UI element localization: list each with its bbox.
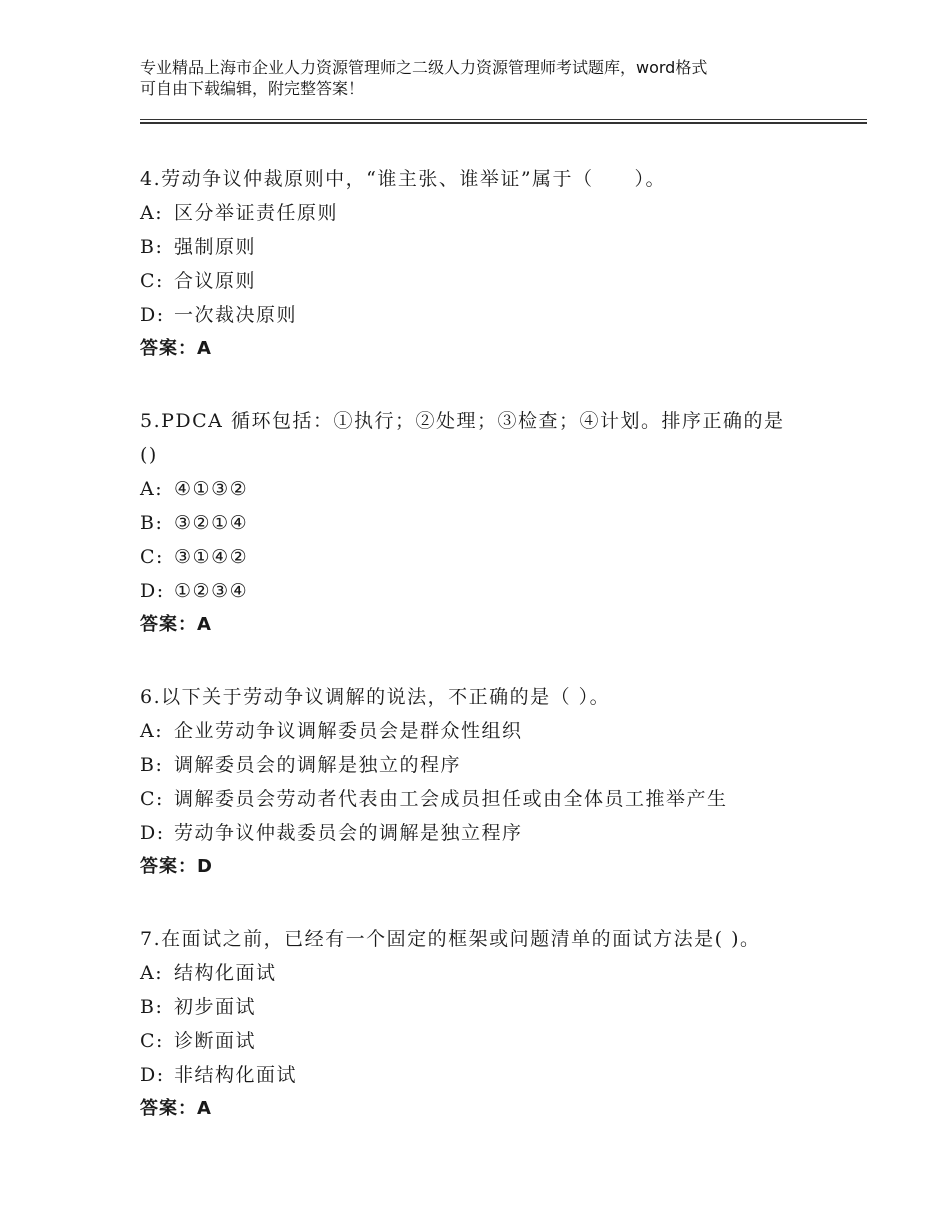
question-list xyxy=(140,162,860,1164)
answer-line: 答案：A xyxy=(140,338,212,359)
option-letter: A: xyxy=(140,962,164,984)
option-text: ③②①④ xyxy=(174,512,249,534)
option-b xyxy=(140,506,860,540)
option-letter: B: xyxy=(140,512,164,534)
option-d xyxy=(140,574,860,608)
question-stem: 4.劳动争议仲裁原则中，“谁主张、谁举证”属于（ ）。 xyxy=(140,168,667,190)
question-5 xyxy=(140,404,860,642)
option-letter: D: xyxy=(140,580,165,602)
option-text: ④①③② xyxy=(174,478,249,500)
option-letter: B: xyxy=(140,996,164,1018)
option-letter: B: xyxy=(140,236,164,258)
option-text: 合议原则 xyxy=(174,270,257,292)
option-d xyxy=(140,298,860,332)
question-stem-continuation: () xyxy=(140,444,158,466)
option-b xyxy=(140,748,860,782)
question-stem: 5.PDCA 循环包括：①执行；②处理；③检查；④计划。排序正确的是 xyxy=(140,410,785,432)
option-text: 调解委员会劳动者代表由工会成员担任或由全体员工推举产生 xyxy=(174,788,728,810)
option-b xyxy=(140,230,860,264)
header-rule-thin xyxy=(140,119,867,120)
option-text: 非结构化面试 xyxy=(174,1064,298,1086)
option-letter: A: xyxy=(140,720,164,742)
header-rule-thick xyxy=(140,122,867,124)
option-letter: D: xyxy=(140,304,165,326)
option-d xyxy=(140,816,860,850)
option-text: ③①④② xyxy=(174,546,249,568)
document-header xyxy=(140,57,820,99)
question-stem: 6.以下关于劳动争议调解的说法，不正确的是（ ）。 xyxy=(140,686,611,708)
option-text: 企业劳动争议调解委员会是群众性组织 xyxy=(174,720,523,742)
question-6 xyxy=(140,680,860,884)
option-a xyxy=(140,472,860,506)
header-line-2: 可自由下载编辑，附完整答案！ xyxy=(140,79,365,98)
option-letter: C: xyxy=(140,1030,164,1052)
option-c xyxy=(140,782,860,816)
option-letter: C: xyxy=(140,546,164,568)
option-c xyxy=(140,1024,860,1058)
answer-line: 答案：A xyxy=(140,1098,212,1119)
option-letter: A: xyxy=(140,478,164,500)
question-4 xyxy=(140,162,860,366)
option-text: 强制原则 xyxy=(174,236,257,258)
header-line-1: 专业精品上海市企业人力资源管理师之二级人力资源管理师考试题库，word格式 xyxy=(140,58,708,77)
option-a xyxy=(140,956,860,990)
option-text: 结构化面试 xyxy=(174,962,277,984)
option-b xyxy=(140,990,860,1024)
option-letter: C: xyxy=(140,788,164,810)
option-text: 诊断面试 xyxy=(174,1030,257,1052)
question-7 xyxy=(140,922,860,1126)
option-text: 一次裁决原则 xyxy=(174,304,298,326)
option-c xyxy=(140,264,860,298)
option-text: 初步面试 xyxy=(174,996,257,1018)
option-text: ①②③④ xyxy=(174,580,249,602)
option-letter: D: xyxy=(140,822,165,844)
answer-line: 答案：A xyxy=(140,614,212,635)
option-letter: D: xyxy=(140,1064,165,1086)
option-text: 区分举证责任原则 xyxy=(174,202,339,224)
option-letter: B: xyxy=(140,754,164,776)
option-a xyxy=(140,714,860,748)
option-text: 劳动争议仲裁委员会的调解是独立程序 xyxy=(174,822,523,844)
option-a xyxy=(140,196,860,230)
option-letter: A: xyxy=(140,202,164,224)
option-text: 调解委员会的调解是独立的程序 xyxy=(174,754,462,776)
question-stem: 7.在面试之前，已经有一个固定的框架或问题清单的面试方法是( )。 xyxy=(140,928,761,950)
option-c xyxy=(140,540,860,574)
answer-line: 答案：D xyxy=(140,856,213,877)
option-letter: C: xyxy=(140,270,164,292)
option-d xyxy=(140,1058,860,1092)
